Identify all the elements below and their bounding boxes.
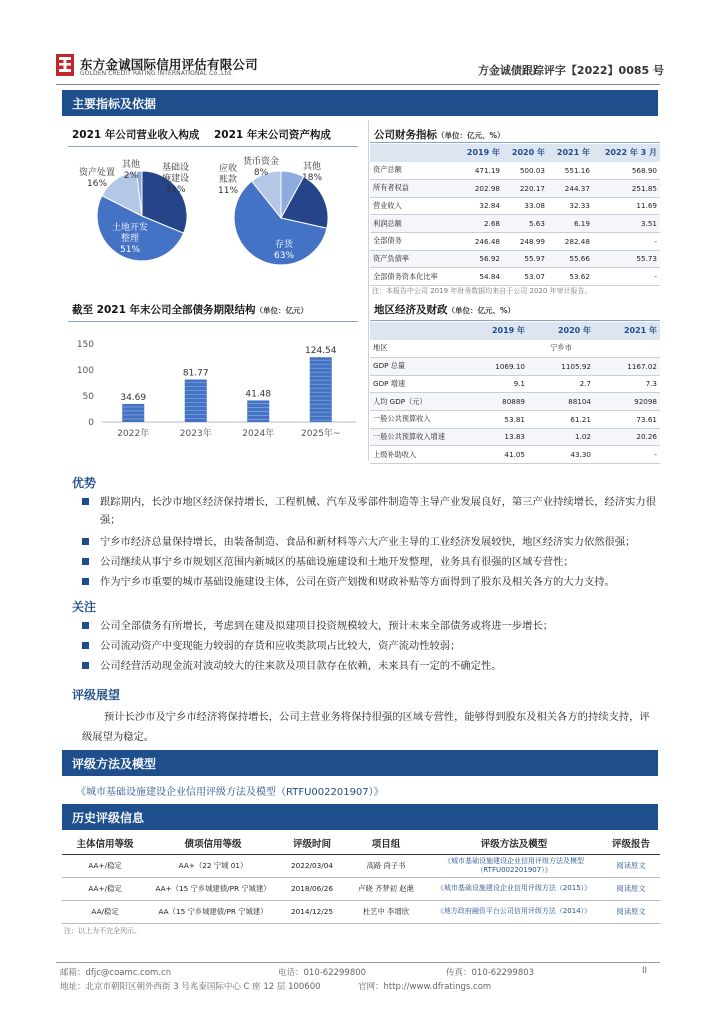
revenue-label-infrastructure: 基础设 施建设 31% [162, 163, 190, 195]
footer-divider [56, 962, 660, 963]
company-name-en: GOLDEN CREDIT RATING INTERNATIONAL Co.,Ltd. [80, 70, 233, 77]
table-row: 利润总额 2.68 5.63 6.19 3.51 [370, 215, 660, 233]
asset-label-inventory: 存货 63% [274, 240, 295, 261]
table-row: GDP 增速 9.1 2.7 7.3 [370, 375, 660, 393]
table-row: 资产总额 471.19 500.03 551.16 568.90 [370, 162, 660, 180]
table-row: 上级补助收入 41.05 43.30 - [370, 446, 660, 464]
section-band-method: 评级方法及模型 [62, 750, 658, 776]
y-tick-label: 50 [82, 392, 94, 402]
pie-panel-divider [68, 146, 358, 147]
section-band-history: 历史评级信息 [62, 804, 658, 830]
table-row: 地区 宁乡市 [370, 340, 660, 358]
y-tick-label: 100 [76, 366, 94, 376]
footer-email: 邮箱：dfjc@coamc.com.cn [60, 968, 172, 978]
footer-fax: 传真：010-62299803 [446, 968, 535, 978]
table-row: 资产负债率 56.92 55.97 55.66 55.73 [370, 250, 660, 268]
revenue-label-land: 土地开发 整理 51% [112, 223, 149, 255]
regional-economy-table [370, 322, 660, 464]
method-link[interactable]: 《城市基础设施建设企业信用评级方法及模型（RTFU002201907）》 [76, 787, 384, 798]
concern-item: 公司经营活动现金流对波动较大的往来款及项目款存在依赖，未来具有一定的不确定性。 [82, 657, 660, 675]
bullet-square-icon [82, 622, 89, 629]
region-table-title-rule [370, 320, 660, 321]
hist-header-issue: 债项信用等级 [148, 832, 278, 854]
advantage-item: 公司继续从事宁乡市规划区范围内新城区的基础设施建设和土地开发整理，业务具有很强的区域专营性； [82, 553, 660, 571]
debt-chart-unit: （单位：亿元） [255, 306, 309, 315]
region-header-2019: 2019 年 [462, 322, 528, 340]
method-link[interactable]: 《城市基础设施建设企业信用评级方法（2015）》 [426, 877, 602, 900]
region-table-title: 地区经济及财政（单位：亿元、%） [374, 304, 516, 316]
section-band-main-indicators: 主要指标及依据 [62, 90, 658, 116]
revenue-pie-title: 2021 年公司营业收入构成 [72, 129, 200, 141]
method-link[interactable]: 《城市基础设施建设企业信用评级方法及模型（RTFU002201907）》 [426, 854, 602, 877]
region-table-unit: （单位：亿元、%） [447, 306, 516, 315]
concern-item: 公司全部债务有所增长，考虑到在建及拟建项目投资规模较大，预计未来全部债务或将进一步增长； [82, 617, 660, 635]
bullet-square-icon [82, 662, 89, 669]
region-header-2021: 2021 年 [594, 322, 660, 340]
x-category-label: 2025年~ [301, 429, 341, 439]
fin-header-2021: 2021 年 [548, 144, 593, 162]
footer-address: 地址：北京市朝阳区朝外西街 3 号兆泰国际中心 C 座 12 层 100600 [60, 982, 321, 992]
revenue-label-other: 其他 2% [122, 160, 141, 181]
outlook-heading: 评级展望 [72, 688, 121, 702]
footer-phone: 电话：010-62299800 [278, 968, 367, 978]
concern-item: 公司流动资产中变现能力较弱的存货和应收类款项占比较大，资产流动性较弱； [82, 637, 660, 655]
vertical-divider [368, 120, 369, 460]
report-number: 方金诚债跟踪评字【2022】0085 号 [477, 64, 664, 77]
page-number: II [642, 966, 648, 976]
fin-header-2020: 2020 年 [503, 144, 548, 162]
debt-maturity-bar-chart [68, 332, 360, 444]
outlook-text: 预计长沙市及宁乡市经济将保持增长，公司主营业务将保持很强的区域专营性，能够得到股东及相关各方的持续支持，评级展望为稳定。 [82, 711, 650, 743]
footer-website[interactable]: 官网：http://www.dfratings.com [358, 982, 492, 992]
hist-header-date: 评级时间 [278, 832, 346, 854]
table-row: 一般公共预算收入增速 13.83 1.02 20.26 [370, 428, 660, 446]
hist-header-issuer: 主体信用等级 [62, 832, 148, 854]
debt-bar [185, 379, 207, 422]
table-row: 所有者权益 202.98 220.17 244.37 251.85 [370, 179, 660, 197]
asset-label-receivables: 应收 账款 11% [218, 164, 239, 196]
fin-table-title: 公司财务指标（单位：亿元、%） [374, 129, 505, 141]
asset-label-cash: 货币资金 8% [243, 157, 280, 178]
debt-chart-title: 截至 2021 年末公司全部债务期限结构（单位：亿元） [72, 304, 309, 316]
hist-header-team: 项目组 [346, 832, 426, 854]
header-divider [56, 84, 660, 85]
debt-chart-title-rule [68, 321, 358, 322]
table-row: 营业收入 32.84 33.08 32.33 11.69 [370, 197, 660, 215]
x-category-label: 2023年 [179, 429, 212, 439]
bullet-square-icon [82, 538, 89, 545]
table-row: AA+/稳定 AA+（15 宁乡城建债/PR 宁城建） 2018/06/26 卢晓 齐梦初 赵滟 《城市基础设施建设企业信用评级方法（2015）》 阅读原文 [62, 877, 660, 900]
y-tick-label: 0 [88, 418, 94, 428]
table-row: 全部债务 246.48 248.99 282.48 - [370, 232, 660, 250]
asset-pie-title: 2021 年末公司资产构成 [214, 129, 331, 141]
financial-indicators-table [370, 144, 660, 286]
revenue-label-asset-disposal: 资产处置 16% [79, 168, 116, 189]
table-row: GDP 总量 1069.10 1105.92 1167.02 [370, 357, 660, 375]
bullet-square-icon [82, 578, 89, 585]
advantage-item: 宁乡市经济总量保持增长，由装备制造、食品和新材料等六大产业主导的工业经济发展较快，地区经济实力依然很强； [82, 533, 660, 551]
asset-label-other: 其他 18% [302, 162, 323, 183]
table-row: 一般公共预算收入 53.81 61.21 73.61 [370, 410, 660, 428]
history-note: 注：以上为不完全列示。 [64, 927, 141, 935]
rating-history-table [62, 832, 660, 924]
bullet-square-icon [82, 498, 89, 505]
bar-value-label: 81.77 [182, 368, 209, 379]
fin-header-2019: 2019 年 [458, 144, 503, 162]
read-original-link[interactable]: 阅读原文 [602, 854, 660, 877]
advantage-item: 作为宁乡市重要的城市基础设施建设主体，公司在资产划拨和财政补贴等方面得到了股东及相关各方的大力支持。 [82, 573, 660, 591]
fin-table-title-rule [370, 142, 660, 143]
bar-value-label: 124.54 [305, 346, 337, 357]
concerns-heading: 关注 [72, 600, 97, 614]
fin-header-blank [370, 144, 458, 162]
bullet-square-icon [82, 642, 89, 649]
fin-header-2022q1: 2022 年 3 月 [593, 144, 660, 162]
company-logo [56, 54, 74, 76]
y-tick-label: 150 [76, 340, 94, 350]
table-row: 人均 GDP（元） 80889 88104 92098 [370, 393, 660, 411]
hist-header-report: 评级报告 [602, 832, 660, 854]
x-category-label: 2022年 [117, 429, 150, 439]
table-row: AA/稳定 AA（15 宁乡城建债/PR 宁城建） 2014/12/25 杜艺中 李增欣 《地方政府融资平台公司信用评级方法（2014）》 阅读原文 [62, 900, 660, 923]
region-header-blank [370, 322, 462, 340]
table-row: 全部债务资本化比率 54.84 53.07 53.62 - [370, 268, 660, 286]
advantage-item: 跟踪期内，长沙市地区经济保持增长，工程机械、汽车及零部件制造等主导产业发展良好，第三产业持续增长，经济实力很强； [82, 493, 660, 529]
method-link[interactable]: 《地方政府融资平台公司信用评级方法（2014）》 [426, 900, 602, 923]
hist-header-method: 评级方法及模型 [426, 832, 602, 854]
read-original-link[interactable]: 阅读原文 [602, 877, 660, 900]
read-original-link[interactable]: 阅读原文 [602, 900, 660, 923]
fin-table-note: 注：本报告中公司 2019 年财务数据均来自于公司 2020 年审计报告。 [372, 287, 592, 295]
x-category-label: 2024年 [242, 429, 275, 439]
bar-value-label: 34.69 [120, 392, 147, 403]
bullet-square-icon [82, 558, 89, 565]
table-row: AA+/稳定 AA+（22 宁城 01） 2022/03/04 高路 尚子书 《城市基础设施建设企业信用评级方法及模型（RTFU002201907）》 阅读原文 [62, 854, 660, 877]
fin-table-unit: （单位：亿元、%） [437, 131, 505, 140]
bar-value-label: 41.48 [245, 389, 272, 400]
advantages-heading: 优势 [72, 476, 97, 490]
company-name-cn: 东方金诚国际信用评估有限公司 [80, 57, 258, 72]
region-header-2020: 2020 年 [528, 322, 594, 340]
